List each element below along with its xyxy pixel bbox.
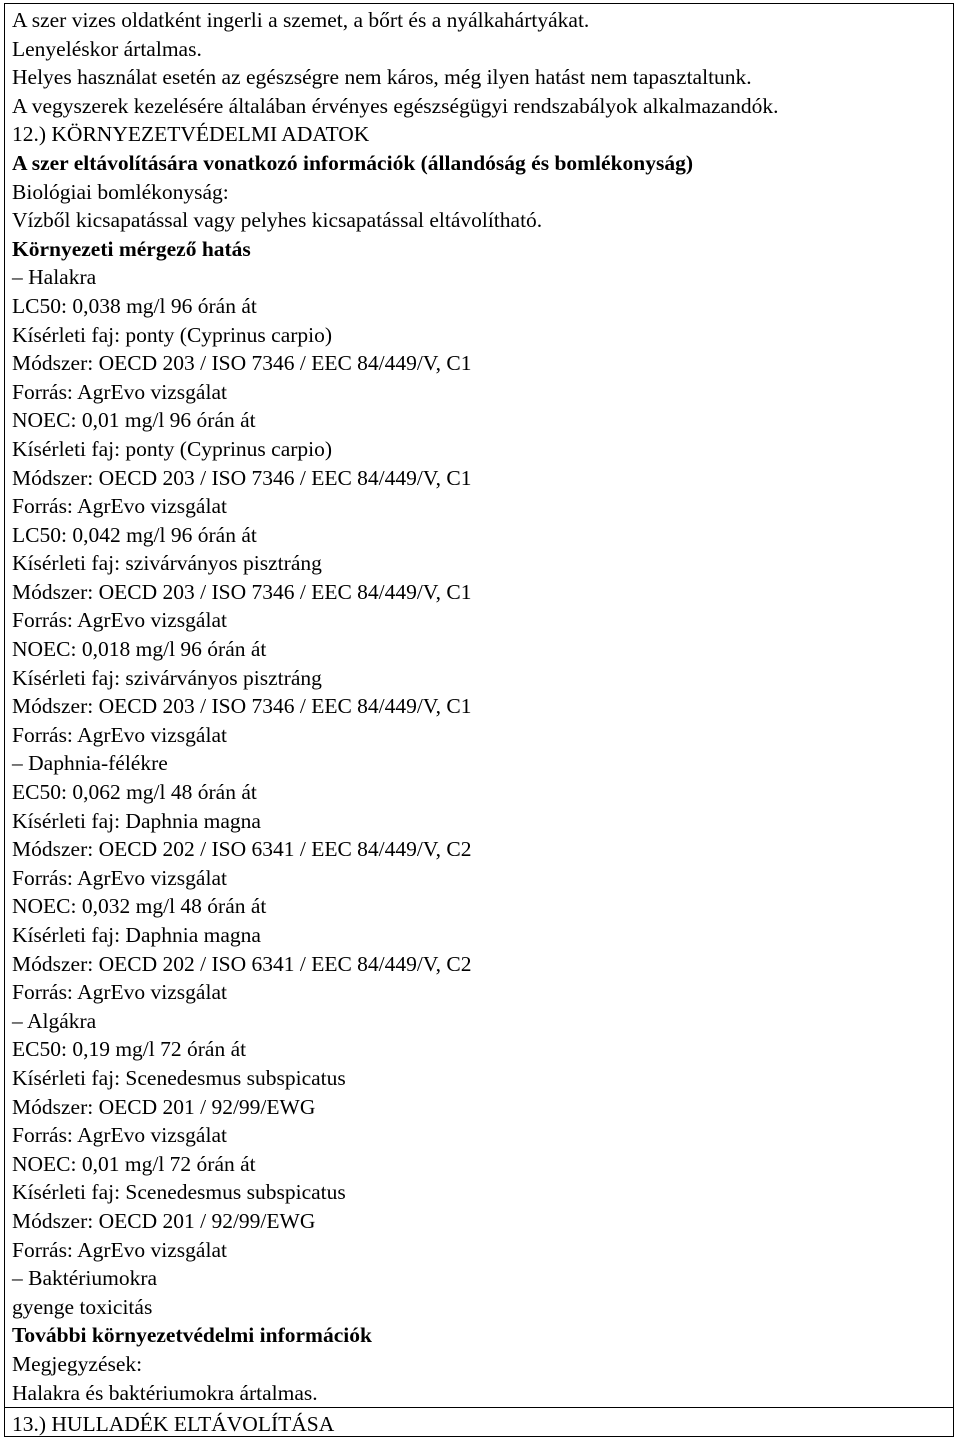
section-12-line: Biológiai bomlékonyság:	[12, 179, 229, 204]
section-12-line: – Halakra	[12, 265, 97, 290]
section-12-line: Kísérleti faj: Daphnia magna	[12, 923, 261, 947]
section-12-line: További környezetvédelmi információk	[12, 1323, 372, 1348]
section-12-line: Halakra és baktériumokra ártalmas.	[12, 1380, 318, 1405]
section-12-line: gyenge toxicitás	[12, 1294, 153, 1319]
section-12-line: Kísérleti faj: ponty (Cyprinus carpio)	[12, 322, 333, 347]
section-13-heading: 13.) HULLADÉK ELTÁVOLÍTÁSA	[12, 1412, 335, 1437]
section-12-line: Módszer: OECD 202 / ISO 6341 / EEC 84/449/V, C2	[12, 951, 472, 976]
intro-line: A vegyszerek kezelésére általában érvényes egészségügyi rendszabályok alkalmazandók.	[12, 93, 779, 118]
main-cell	[5, 4, 953, 1408]
section-12-line: Módszer: OECD 201 / 92/99/EWG	[12, 1208, 316, 1233]
section-12-line: Forrás: AgrEvo vizsgálat	[12, 494, 227, 519]
section-12-line: Módszer: OECD 202 / ISO 6341 / EEC 84/449/V, C2	[12, 837, 472, 862]
section-12-line: NOEC: 0,032 mg/l 48 órán át	[12, 894, 267, 919]
section-12-line: EC50: 0,062 mg/l 48 órán át	[12, 780, 257, 805]
section-12-line: NOEC: 0,01 mg/l 96 órán át	[12, 408, 256, 433]
section-12-line: Kísérleti faj: Daphnia magna	[12, 808, 261, 833]
section-12-line: Forrás: AgrEvo vizsgálat	[12, 980, 227, 1005]
section-12-line: – Daphnia-félékre	[12, 751, 168, 776]
section-12-line: Forrás: AgrEvo vizsgálat	[12, 608, 227, 633]
section-12-line: Környezeti mérgező hatás	[12, 236, 251, 261]
section-12-line: Vízből kicsapatással vagy pelyhes kicsapatással eltávolítható.	[12, 208, 543, 233]
section-12-line: – Algákra	[12, 1008, 97, 1033]
section-12-line: Módszer: OECD 203 / ISO 7346 / EEC 84/449/V, C1	[12, 579, 472, 604]
document-table	[4, 3, 954, 1437]
intro-line: A szer vizes oldatként ingerli a szemet, a bőrt és a nyálkahártyákat.	[12, 8, 590, 32]
section-12-line: Kísérleti faj: ponty (Cyprinus carpio)	[12, 436, 333, 461]
section-12-line: Módszer: OECD 203 / ISO 7346 / EEC 84/449/V, C1	[12, 351, 472, 376]
section-12-line: Forrás: AgrEvo vizsgálat	[12, 1123, 227, 1148]
section-12-line: Kísérleti faj: Scenedesmus subspicatus	[12, 1065, 346, 1090]
footer-cell	[5, 1408, 953, 1436]
section-12-heading: 12.) KÖRNYEZETVÉDELMI ADATOK	[12, 122, 370, 147]
section-12-line: Kísérleti faj: Scenedesmus subspicatus	[12, 1180, 346, 1205]
section-12-line: – Baktériumokra	[12, 1266, 158, 1291]
intro-line: Helyes használat esetén az egészségre nem káros, még ilyen hatást nem tapasztaltunk.	[12, 65, 752, 90]
section-12-line: Megjegyzések:	[12, 1351, 143, 1376]
section-12-line: Kísérleti faj: szivárványos pisztráng	[12, 665, 322, 690]
section-12-line: NOEC: 0,01 mg/l 72 órán át	[12, 1151, 256, 1176]
section-12-line: EC50: 0,19 mg/l 72 órán át	[12, 1037, 247, 1062]
section-12-line: Módszer: OECD 203 / ISO 7346 / EEC 84/449/V, C1	[12, 465, 472, 490]
section-12-line: Kísérleti faj: szivárványos pisztráng	[12, 551, 322, 576]
section-12-line: Módszer: OECD 203 / ISO 7346 / EEC 84/449/V, C1	[12, 694, 472, 719]
section-12-line: Forrás: AgrEvo vizsgálat	[12, 1237, 227, 1262]
section-12-line: LC50: 0,042 mg/l 96 órán át	[12, 522, 257, 547]
section-12-line: Forrás: AgrEvo vizsgálat	[12, 722, 227, 747]
intro-block	[12, 6, 953, 120]
section-12-body	[12, 149, 953, 1407]
section-12-line: Forrás: AgrEvo vizsgálat	[12, 379, 227, 404]
section-12-line: Módszer: OECD 201 / 92/99/EWG	[12, 1094, 316, 1119]
section-12-line: A szer eltávolítására vonatkozó információk (állandóság és bomlékonyság)	[12, 150, 694, 175]
section-12-line: LC50: 0,038 mg/l 96 órán át	[12, 293, 257, 318]
section-12-line: NOEC: 0,018 mg/l 96 órán át	[12, 637, 267, 662]
intro-line: Lenyeléskor ártalmas.	[12, 36, 202, 61]
section-12-line: Forrás: AgrEvo vizsgálat	[12, 865, 227, 890]
